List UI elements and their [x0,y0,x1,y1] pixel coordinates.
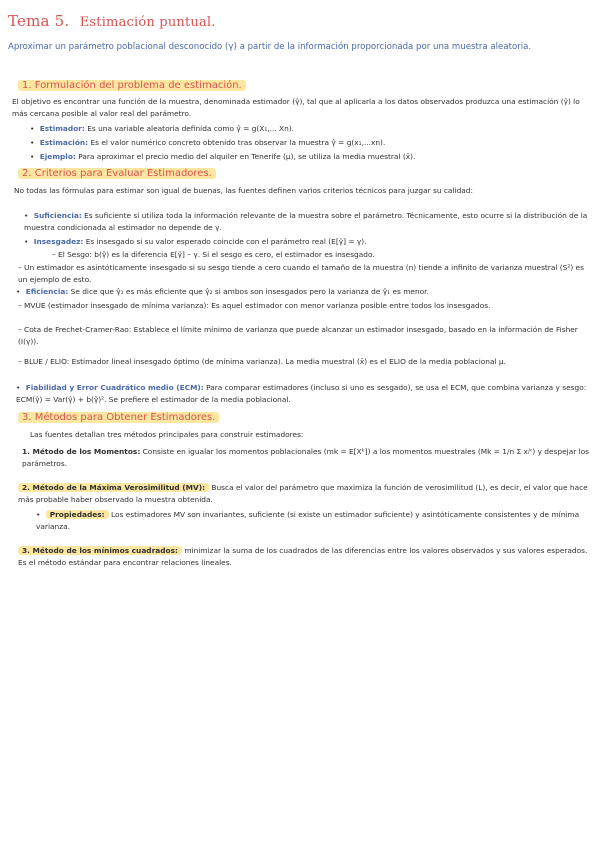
bullet-estimador: • Estimador: Es una variable aleatoria definida como γ̂ = g(X₁,... Xn). [30,123,590,135]
section-1-body: El objetivo es encontrar una función de la muestra, denominada estimador (γ̂), tal que al aplicarla a los datos observados produzca una estimación (γ̂) lo más cercana posible al valor real del parámetro. [12,97,580,119]
section-3-body: Las fuentes detallan tres métodos principales para construir estimadores: [30,430,304,439]
bullet-estimacion: • Estimación: Es el valor numérico concreto obtenido tras observar la muestra γ̂ = g(x₁,...xn). [30,137,590,149]
method-maxima-verosimilitud: 2. Método de la Máxima Verosimilitud (MV): Busca el valor del parámetro que maximiza la función de verosimilitud (L), es decir, el valor que hace más probable haber observado la muestra obtenida. [18,483,588,505]
section-2-body: No todas las fórmulas para estimar son igual de buenas, las fuentes definen varios criterios técnicos para juzgar su calidad: [14,186,473,195]
bullet-insesgadez: • Insesgadez: Es insesgado si su valor esperado coincide con el parámetro real (E[γ̂] = γ). [24,236,594,248]
page-title [8,12,216,30]
section-2-heading: 2. Criterios para Evaluar Estimadores. [18,168,216,179]
cota-text: – Cota de Frechet-Cramer-Rao: Establece el límite mínimo de varianza que puede alcanzar un estimador insesgado, basado en la información de Fisher (I(γ)). [18,325,578,347]
method-minimos-cuadrados: 3. Método de los mínimos cuadrados: minimizar la suma de los cuadrados de las diferencias entre los valores observados y sus valores esperados. Es el método estándar para encontrar relaciones lineales. [18,546,588,568]
bullet-propiedades: • Propiedades: Los estimadores MV son invariantes, suficiente (si existe un estimador suficiente) y asintóticamente consistentes y de mínima varianza. [36,509,594,534]
title-subtitle: Estimación puntual. [79,15,216,30]
bullet-eficiencia: • Eficiencia: Se dice que γ̂₁ es más eficiente que γ̂₂ si ambos son insesgados pero la varianza de γ̂₁ es menor. [16,286,592,298]
section-3-heading: 3. Métodos para Obtener Estimadores. [18,412,219,423]
intro-text: Aproximar un parámetro poblacional desconocido (γ) a partir de la información proporcionada por una muestra aleatoria. [8,42,532,52]
bullet-suficiencia: • Suficiencia: Es suficiente si utiliza toda la información relevante de la muestra sobre el parámetro. Técnicamente, esto ocurre si la distribución de la muestra condicionada al estimador no depende de γ. [24,210,594,235]
section-1-heading: 1. Formulación del problema de estimación. [18,80,246,91]
sesgo-text: – El Sesgo: b(γ̂) es la diferencia E[γ̂] – γ. Si el sesgo es cero, el estimador es insesgado. [52,250,375,259]
bullet-ejemplo: • Ejemplo: Para aproximar el precio medio del alquiler en Tenerife (μ), se utiliza la media muestral (x̄). [30,151,590,163]
asintotico-text: – Un estimador es asintóticamente insesgado si su sesgo tiende a cero cuando el tamaño de la muestra (n) tiende a infinito de varianza muestral (S²) es un ejemplo de esto. [18,263,584,285]
title-tema: Tema 5. [8,12,70,30]
bullet-ecm: • Fiabilidad y Error Cuadrático medio (ECM): Para comparar estimadores (incluso si uno es sesgado), se usa el ECM, que combina varianza y sesgo: ECM(γ̂) = Var(γ̂) + b(γ̂)². Se prefiere el estimador de la media poblacional. [16,382,592,407]
method-momentos: 1. Método de los Momentos: Consiste en igualar los momentos poblacionales (mk = E[Xᵏ]) a los momentos muestrales (Mk = 1/n Σ xᵢᵏ) y despejar los parámetros. [22,447,590,469]
blue-elio-text: – BLUE / ELIO: Estimador lineal insesgado óptimo (de mínima varianza). La media muestral (x̄) es el ELIO de la media poblacional μ. [18,357,506,366]
mvue-text: – MVUE (estimador insesgado de mínima varianza): Es aquel estimador con menor varianza posible entre todos los insesgados. [18,301,491,310]
